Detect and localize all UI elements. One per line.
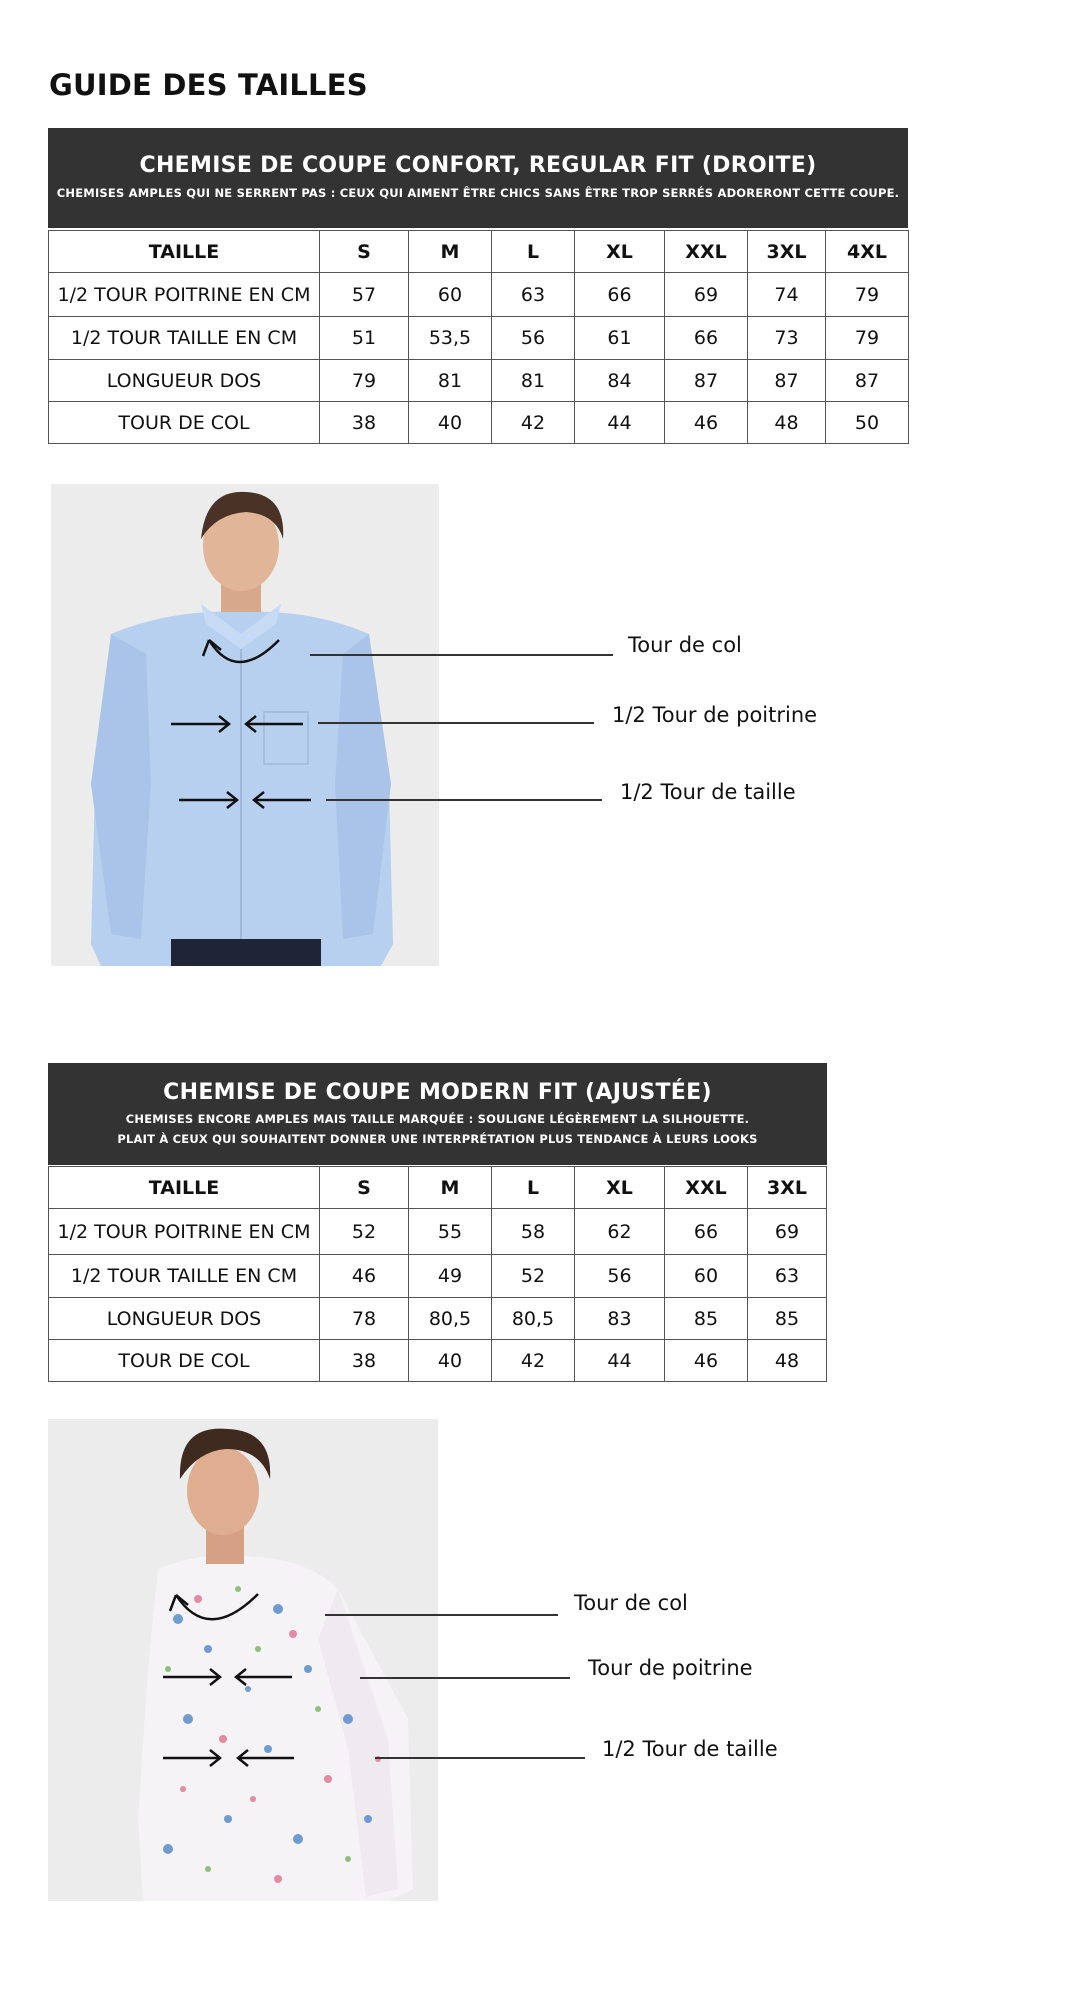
table-row [49, 1255, 827, 1298]
table-cell: 52 [320, 1209, 409, 1255]
row-label: 1/2 TOUR TAILLE EN CM [49, 1255, 320, 1298]
table-cell: 62 [575, 1209, 665, 1255]
annotation-line-waist [326, 799, 602, 801]
annotation-collar: Tour de col [628, 633, 742, 657]
table-cell: 83 [575, 1298, 665, 1340]
table-cell: 74 [748, 273, 826, 317]
annotation-collar: Tour de col [574, 1591, 688, 1615]
header-cell: L [492, 231, 575, 273]
annotation-waist: 1/2 Tour de taille [620, 780, 796, 804]
header-cell: XXL [665, 1167, 748, 1209]
header-cell: S [320, 231, 409, 273]
table-cell: 85 [665, 1298, 748, 1340]
row-label: LONGUEUR DOS [49, 360, 320, 402]
size-table-regular [48, 230, 909, 444]
table-cell: 50 [826, 402, 909, 444]
table-row [49, 317, 909, 360]
table-cell: 66 [665, 317, 748, 360]
table-cell: 87 [826, 360, 909, 402]
row-label: 1/2 TOUR POITRINE EN CM [49, 1209, 320, 1255]
table-cell: 80,5 [492, 1298, 575, 1340]
table-row [49, 360, 909, 402]
table-row [49, 1340, 827, 1382]
table-cell: 46 [320, 1255, 409, 1298]
header-cell: XXL [665, 231, 748, 273]
table-cell: 73 [748, 317, 826, 360]
annotation-chest: Tour de poitrine [588, 1656, 753, 1680]
header-cell: M [409, 1167, 492, 1209]
table-cell: 79 [826, 273, 909, 317]
annotation-chest: 1/2 Tour de poitrine [612, 703, 818, 727]
table-cell: 60 [409, 273, 492, 317]
table-cell: 48 [748, 402, 826, 444]
table-row [49, 273, 909, 317]
model-photo-regular [51, 484, 439, 966]
table-cell: 52 [492, 1255, 575, 1298]
table-cell: 49 [409, 1255, 492, 1298]
header-cell: M [409, 231, 492, 273]
table-cell: 60 [665, 1255, 748, 1298]
table-cell: 51 [320, 317, 409, 360]
table-cell: 56 [492, 317, 575, 360]
table-cell: 80,5 [409, 1298, 492, 1340]
table-cell: 53,5 [409, 317, 492, 360]
table-cell: 38 [320, 1340, 409, 1382]
table-header-row [49, 231, 909, 273]
page-title: GUIDE DES TAILLES [49, 68, 368, 102]
section-header-modern [48, 1063, 827, 1165]
annotation-line-chest [318, 722, 594, 724]
table-cell: 42 [492, 402, 575, 444]
row-label: TOUR DE COL [49, 1340, 320, 1382]
table-cell: 40 [409, 1340, 492, 1382]
section-subtitle: CHEMISES ENCORE AMPLES MAIS TAILLE MARQUÉE : SOULIGNE LÉGÈREMENT LA SILHOUETTE. [125, 1112, 750, 1126]
row-label: LONGUEUR DOS [49, 1298, 320, 1340]
table-cell: 46 [665, 1340, 748, 1382]
section-title: CHEMISE DE COUPE CONFORT, REGULAR FIT (DROITE) [139, 153, 817, 178]
table-cell: 87 [748, 360, 826, 402]
header-cell: S [320, 1167, 409, 1209]
table-cell: 84 [575, 360, 665, 402]
table-cell: 57 [320, 273, 409, 317]
header-cell: L [492, 1167, 575, 1209]
row-label: TOUR DE COL [49, 402, 320, 444]
table-cell: 87 [665, 360, 748, 402]
table-cell: 44 [575, 402, 665, 444]
row-label: 1/2 TOUR POITRINE EN CM [49, 273, 320, 317]
annotation-line-collar [325, 1614, 558, 1616]
header-cell: XL [575, 231, 665, 273]
table-row [49, 1209, 827, 1255]
table-cell: 66 [575, 273, 665, 317]
section-subtitle: PLAIT À CEUX QUI SOUHAITENT DONNER UNE INTERPRÉTATION PLUS TENDANCE À LEURS LOOKS [117, 1132, 758, 1146]
table-row [49, 402, 909, 444]
model-illustration-modern [48, 1419, 438, 1901]
model-photo-modern [48, 1419, 438, 1901]
table-cell: 81 [409, 360, 492, 402]
table-cell: 46 [665, 402, 748, 444]
table-cell: 79 [320, 360, 409, 402]
annotation-line-chest [360, 1677, 570, 1679]
table-cell: 69 [665, 273, 748, 317]
table-cell: 56 [575, 1255, 665, 1298]
section-header-regular [48, 128, 908, 228]
annotation-waist: 1/2 Tour de taille [602, 1737, 778, 1761]
header-cell: 3XL [748, 231, 826, 273]
table-cell: 61 [575, 317, 665, 360]
annotation-line-collar [310, 654, 613, 656]
table-row [49, 1298, 827, 1340]
table-cell: 85 [748, 1298, 827, 1340]
section-subtitle: CHEMISES AMPLES QUI NE SERRENT PAS : CEUX QUI AIMENT ÊTRE CHICS SANS ÊTRE TROP SERRÉS ADORERONT CETTE COUPE. [56, 186, 900, 200]
table-cell: 63 [748, 1255, 827, 1298]
model-illustration-regular [51, 484, 439, 966]
header-cell: 3XL [748, 1167, 827, 1209]
table-cell: 38 [320, 402, 409, 444]
table-cell: 66 [665, 1209, 748, 1255]
table-cell: 42 [492, 1340, 575, 1382]
header-cell: XL [575, 1167, 665, 1209]
header-cell: 4XL [826, 231, 909, 273]
header-cell: TAILLE [49, 231, 320, 273]
table-cell: 48 [748, 1340, 827, 1382]
table-cell: 81 [492, 360, 575, 402]
section-title: CHEMISE DE COUPE MODERN FIT (AJUSTÉE) [163, 1080, 712, 1105]
table-cell: 58 [492, 1209, 575, 1255]
table-header-row [49, 1167, 827, 1209]
table-cell: 44 [575, 1340, 665, 1382]
table-cell: 40 [409, 402, 492, 444]
table-cell: 69 [748, 1209, 827, 1255]
table-cell: 55 [409, 1209, 492, 1255]
row-label: 1/2 TOUR TAILLE EN CM [49, 317, 320, 360]
table-cell: 78 [320, 1298, 409, 1340]
annotation-line-waist [375, 1757, 585, 1759]
table-cell: 79 [826, 317, 909, 360]
table-cell: 63 [492, 273, 575, 317]
size-table-modern [48, 1166, 827, 1382]
header-cell: TAILLE [49, 1167, 320, 1209]
